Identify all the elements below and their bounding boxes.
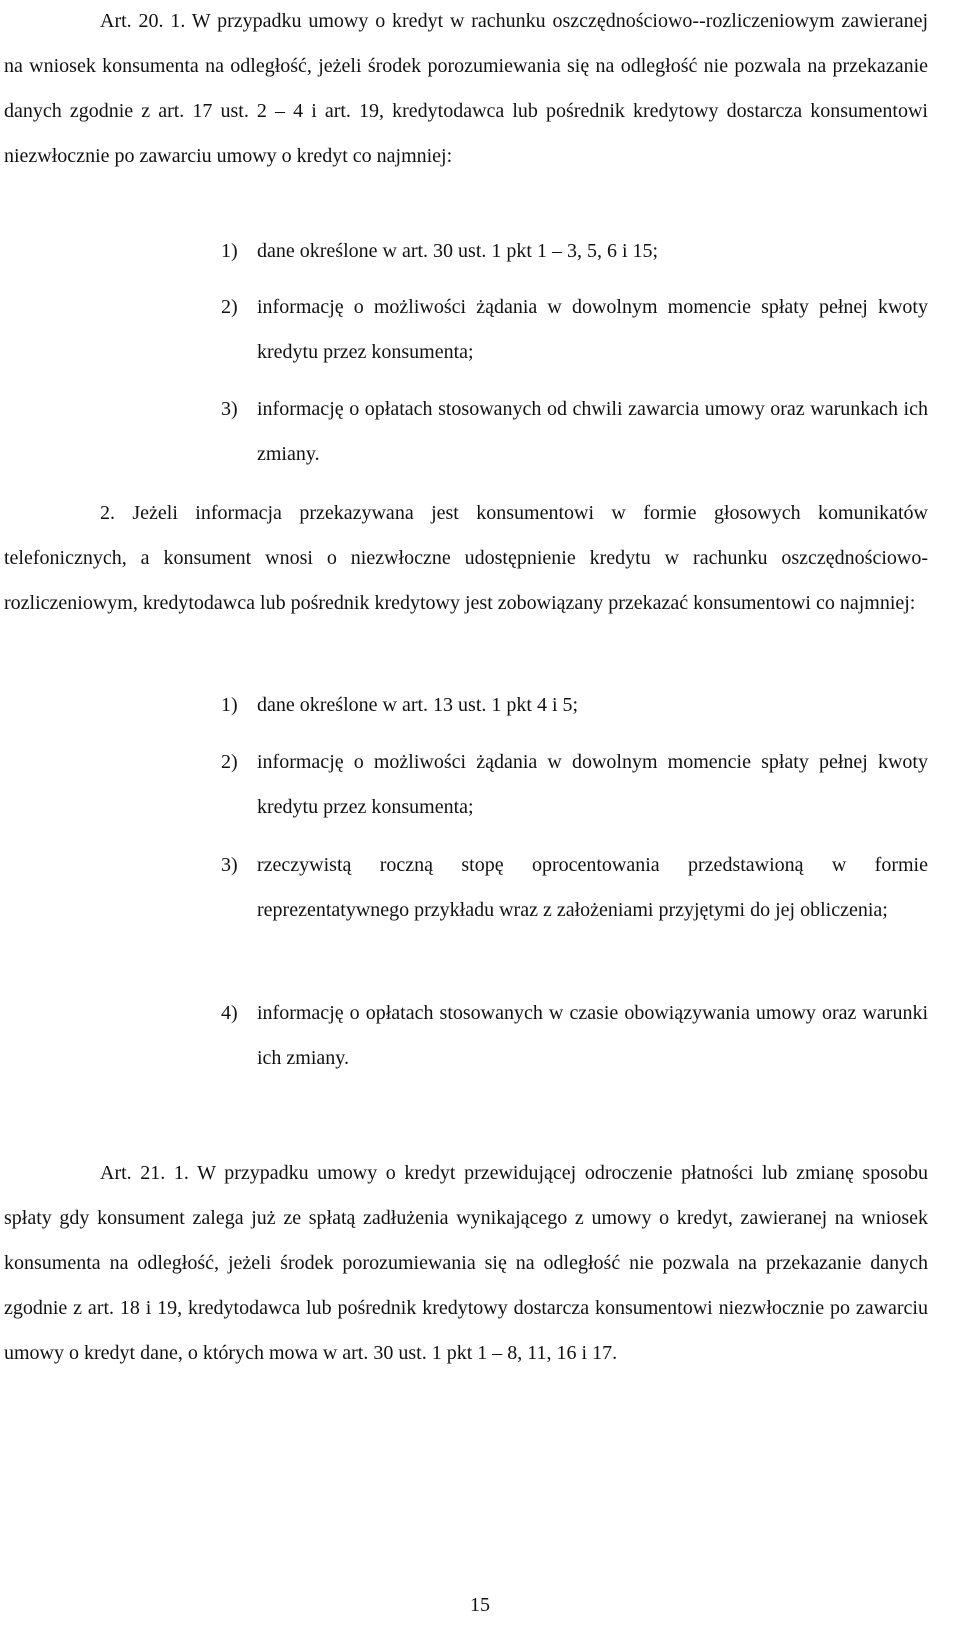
item-text: rzeczywistą roczną stopę oprocentowania przedstawioną w formie reprezentatywnego przykładu wraz z założeniami przyjętymi do jej obliczenia;	[257, 854, 928, 921]
art20-list2-item-3	[221, 843, 928, 933]
art20-list1-item-2	[221, 285, 928, 375]
art20-list2-item-1	[221, 683, 928, 728]
item-number: 4)	[221, 1002, 238, 1024]
art20-list1-item-3	[221, 387, 928, 477]
item-number: 2)	[221, 296, 238, 318]
art20-paragraph-1: Art. 20. 1. W przypadku umowy o kredyt w rachunku oszczędnościowo--rozliczeniowym zawieranej na wniosek konsumenta na odległość, jeżeli środek porozumiewania się na odległość nie pozwala na przekazanie danych zgodnie z art. 17 ust. 2 – 4 i art. 19, kredytodawca lub pośrednik kredytowy dostarcza konsumentowi niezwłocznie po zawarciu umowy o kredyt co najmniej:	[4, 10, 928, 167]
art20-paragraph-2: 2. Jeżeli informacja przekazywana jest konsumentowi w formie głosowych komunikatów telefonicznych, a konsument wnosi o niezwłoczne udostępnienie kredytu w rachunku oszczędnościowo-rozliczeniowym, kredytodawca lub pośrednik kredytowy jest zobowiązany przekazać konsumentowi co najmniej:	[4, 502, 928, 614]
item-number: 3)	[221, 854, 238, 876]
art20-list2-item-4	[221, 991, 928, 1081]
art20-list1-item-1	[221, 229, 928, 274]
item-number: 1)	[221, 240, 238, 262]
item-number: 2)	[221, 751, 238, 773]
item-text: informację o opłatach stosowanych w czasie obowiązywania umowy oraz warunki ich zmiany.	[257, 1002, 928, 1069]
item-text: informację o możliwości żądania w dowolnym momencie spłaty pełnej kwoty kredytu przez konsumenta;	[257, 751, 928, 818]
item-text: dane określone w art. 13 ust. 1 pkt 4 i 5;	[257, 694, 579, 716]
art20-list2-item-2	[221, 740, 928, 830]
art21-paragraph-1: Art. 21. 1. W przypadku umowy o kredyt przewidującej odroczenie płatności lub zmianę sposobu spłaty gdy konsument zalega już ze spłatą zadłużenia wynikającego z umowy o kredyt, zawieranej na wniosek konsumenta na odległość, jeżeli środek porozumiewania się na odległość nie pozwala na przekazanie danych zgodnie z art. 18 i 19, kredytodawca lub pośrednik kredytowy dostarcza konsumentowi niezwłocznie po zawarciu umowy o kredyt dane, o których mowa w art. 30 ust. 1 pkt 1 – 8, 11, 16 i 17.	[4, 1162, 928, 1364]
item-number: 3)	[221, 398, 238, 420]
item-text: informację o opłatach stosowanych od chwili zawarcia umowy oraz warunkach ich zmiany.	[257, 398, 928, 465]
page-number: 15	[470, 1594, 490, 1616]
item-number: 1)	[221, 694, 238, 716]
item-text: informację o możliwości żądania w dowolnym momencie spłaty pełnej kwoty kredytu przez konsumenta;	[257, 296, 928, 363]
item-text: dane określone w art. 30 ust. 1 pkt 1 – 3, 5, 6 i 15;	[257, 240, 659, 262]
